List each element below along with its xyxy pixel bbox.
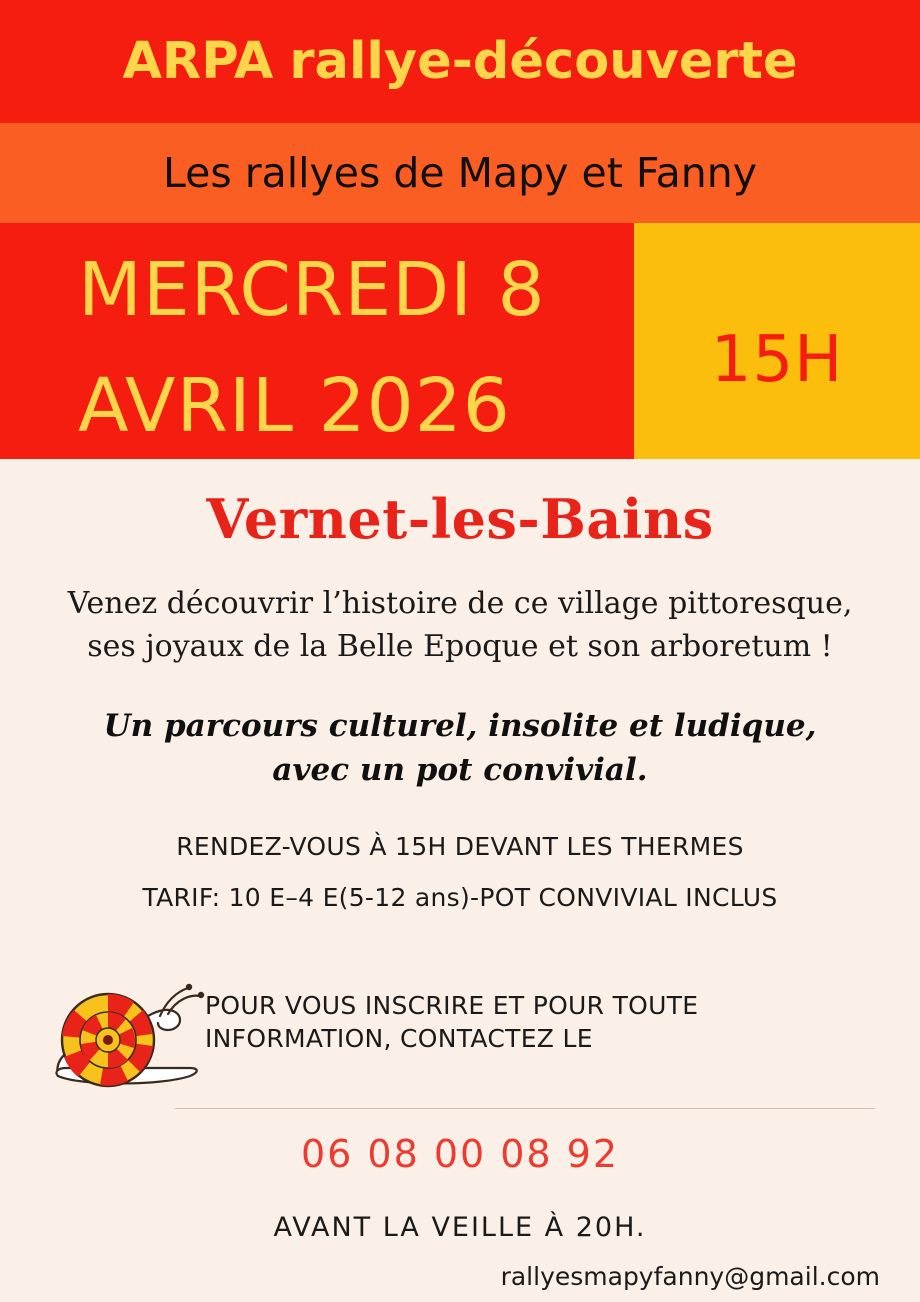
event-tagline: Un parcours culturel, insolite et ludique, avec un pot convivial. — [103, 708, 817, 789]
subtitle-band — [0, 123, 920, 223]
poster-subtitle: Les rallyes de Mapy et Fanny — [163, 149, 757, 197]
registration-deadline: AVANT LA VEILLE À 20H. — [273, 1212, 647, 1243]
snail-icon — [40, 978, 230, 1098]
date-line-2: AVRIL 2026 — [78, 363, 511, 449]
event-location: Vernet-les-Bains — [206, 487, 714, 551]
price-info: TARIF: 10 E–4 E(5-12 ans)-POT CONVIVIAL INCLUS — [142, 883, 778, 913]
header-band — [0, 0, 920, 123]
event-description: Venez découvrir l’histoire de ce village pittoresque, ses joyaux de la Belle Epoque et son arboretum ! — [67, 586, 853, 664]
date-band — [0, 223, 920, 459]
poster-body — [0, 459, 920, 912]
time-panel — [634, 223, 920, 459]
event-time: 15H — [710, 323, 844, 397]
poster-title — [122, 32, 797, 91]
divider — [175, 1108, 875, 1109]
contact-email[interactable]: rallyesmapyfanny@gmail.com — [500, 1262, 880, 1291]
poster-title-rest: rallye-découverte — [289, 32, 798, 91]
date-line-1: MERCREDI 8 — [78, 247, 546, 333]
contact-instructions: POUR VOUS INSCRIRE ET POUR TOUTE INFORMATION, CONTACTEZ LE — [205, 991, 699, 1053]
contact-phone[interactable]: 06 08 00 08 92 — [300, 1132, 620, 1176]
date-panel — [0, 223, 634, 459]
poster-title-brand: ARPA — [122, 32, 274, 91]
meeting-point: RENDEZ-VOUS À 15H DEVANT LES THERMES — [176, 832, 744, 862]
